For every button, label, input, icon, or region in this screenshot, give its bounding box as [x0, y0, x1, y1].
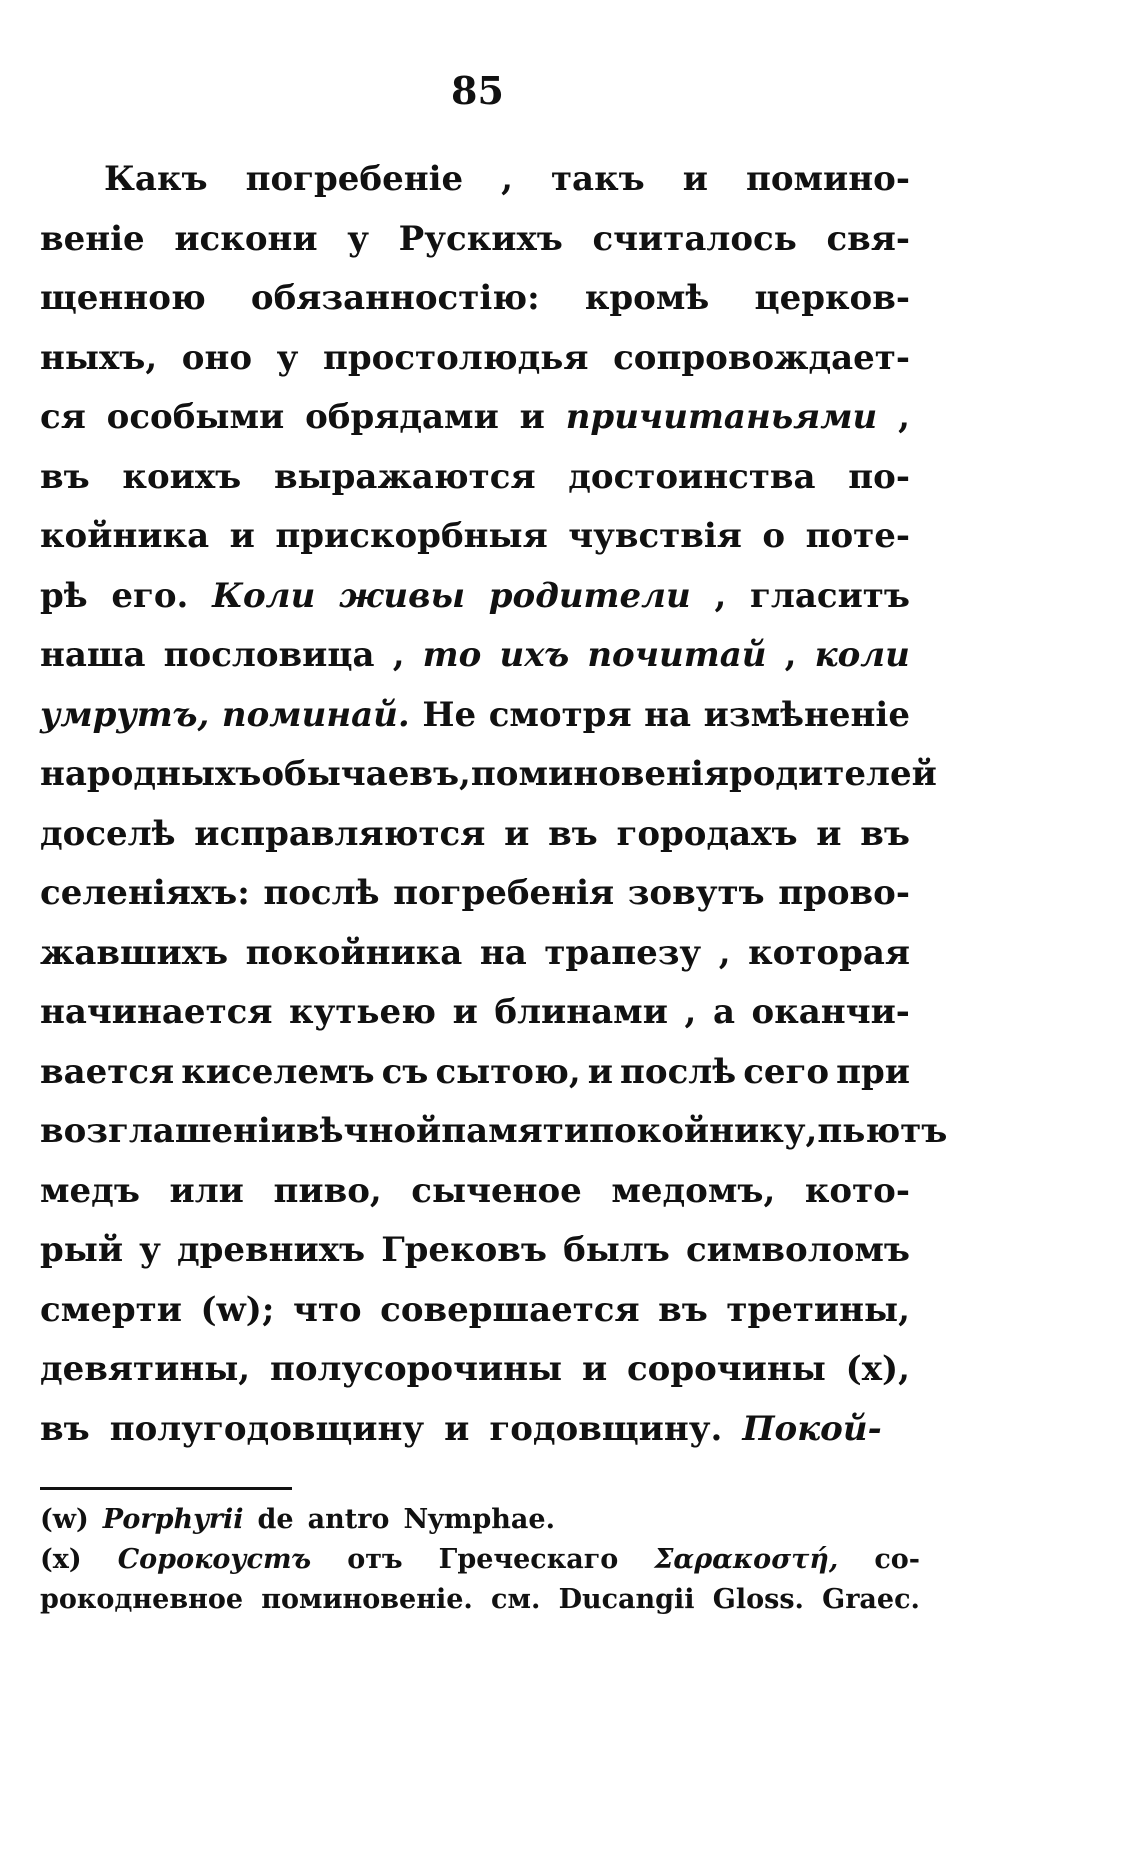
word: покойника	[245, 932, 463, 973]
word: ныхъ,	[40, 337, 158, 378]
word: простолюдья	[323, 337, 589, 378]
word: послѣ	[620, 1051, 737, 1092]
word: кото-	[804, 1170, 910, 1211]
word: родители	[488, 575, 691, 616]
word: народныхъ	[40, 754, 262, 794]
word: въ	[860, 813, 910, 854]
word: живы	[339, 575, 466, 616]
text-line	[40, 567, 910, 627]
footnote-line	[40, 1580, 920, 1620]
word: вѣчной	[296, 1111, 442, 1151]
word: что	[292, 1289, 362, 1330]
word: (x),	[845, 1349, 910, 1389]
word: кромѣ	[584, 278, 710, 318]
word: у	[139, 1230, 161, 1270]
word: Какъ	[104, 159, 208, 199]
word: медъ	[40, 1170, 140, 1211]
word: по-	[848, 456, 910, 497]
word: въ	[548, 813, 598, 854]
text-line	[40, 448, 910, 508]
footnote-word: de	[257, 1504, 294, 1535]
word: церков-	[754, 278, 910, 318]
text-line	[40, 1102, 948, 1162]
text-line	[40, 626, 910, 686]
word: сытою,	[435, 1051, 581, 1092]
footnote-word: antro	[307, 1504, 390, 1535]
text-line	[40, 983, 910, 1043]
text-line	[40, 1400, 910, 1460]
word: гласитъ	[750, 575, 910, 616]
word: годовщину.	[489, 1408, 723, 1449]
word: полусорочины	[269, 1349, 563, 1389]
word: коли	[814, 635, 910, 675]
word: рѣ	[40, 575, 88, 616]
word: сего	[743, 1051, 830, 1092]
text-line	[40, 388, 910, 448]
word: исправляются	[194, 813, 486, 854]
footnote-word: (x)	[40, 1544, 82, 1575]
word: или	[169, 1170, 244, 1211]
word: ,	[501, 159, 513, 199]
word: такъ	[550, 159, 645, 199]
word: Рускихъ	[398, 218, 563, 259]
word: обычаевъ,	[261, 754, 471, 794]
word: третины,	[726, 1289, 910, 1330]
footnote-word: Gloss.	[712, 1584, 804, 1615]
word: доселѣ	[40, 813, 176, 854]
word: пословица	[163, 635, 375, 675]
footnote-line	[40, 1540, 920, 1580]
word: памяти	[441, 1111, 590, 1151]
word: родителей	[728, 754, 937, 794]
word: искони	[174, 218, 318, 259]
word: умрутъ,	[40, 694, 210, 735]
word: ,	[784, 635, 797, 675]
main-text	[40, 150, 948, 1459]
word: въ	[40, 1408, 90, 1449]
word: измѣненіе	[703, 694, 910, 735]
word: Коли	[212, 575, 316, 616]
word: о	[762, 516, 786, 556]
word: у	[276, 337, 299, 378]
text-line	[40, 507, 910, 567]
footnote-word: Сорокоустъ	[117, 1544, 312, 1575]
word: выражаются	[273, 456, 536, 497]
word: ,	[714, 575, 727, 616]
word: обязанностію:	[250, 278, 540, 318]
text-line	[40, 1043, 910, 1103]
word: Грековъ	[381, 1230, 548, 1270]
word: то	[422, 635, 482, 675]
word: пьютъ	[817, 1111, 948, 1151]
word: ,	[392, 635, 405, 675]
word: и	[444, 1408, 470, 1449]
footnotes	[40, 1500, 920, 1620]
word: символомъ	[685, 1230, 910, 1270]
word: смерти	[40, 1289, 182, 1330]
word: девятины,	[40, 1349, 251, 1389]
word: блинами	[494, 992, 668, 1032]
word: поминовенія	[470, 754, 729, 794]
footnote-line	[40, 1500, 920, 1540]
word: пиво,	[273, 1170, 382, 1211]
word: ихъ	[499, 635, 570, 675]
word: чувствія	[568, 516, 742, 556]
word: сыченое	[411, 1170, 582, 1211]
word: которая	[748, 932, 910, 973]
footnote-word: Nymphae.	[403, 1504, 555, 1535]
word: жавшихъ	[40, 932, 229, 973]
word: кутьею	[289, 992, 437, 1032]
page-number-text: 85	[451, 68, 504, 113]
word: былъ	[563, 1230, 670, 1270]
word: прово-	[778, 873, 910, 913]
text-line	[40, 864, 910, 924]
word: послѣ	[263, 873, 380, 913]
word: вается	[40, 1051, 175, 1092]
word: ,	[718, 932, 731, 973]
word: его.	[111, 575, 189, 616]
text-line	[40, 210, 910, 270]
word: начинается	[40, 992, 273, 1032]
footnote-word: Porphyrii	[102, 1504, 244, 1535]
word: достоинства	[568, 456, 816, 497]
word: поминай.	[221, 694, 410, 735]
word: наша	[40, 635, 146, 675]
word: и	[519, 397, 545, 437]
footnote-word: Graec.	[822, 1584, 920, 1615]
word: рый	[40, 1230, 124, 1270]
text-line	[40, 805, 910, 865]
word: на	[644, 694, 692, 735]
word: ,	[898, 397, 910, 437]
word: причитаньями	[565, 397, 878, 437]
word: киселемъ	[181, 1051, 375, 1092]
word: на	[479, 932, 527, 973]
word: селеніяхъ:	[40, 873, 250, 913]
word: совершается	[380, 1289, 640, 1330]
word: Не	[422, 694, 477, 735]
footnote-separator	[40, 1487, 292, 1490]
word: сопровождает-	[613, 337, 910, 378]
word: оно	[181, 337, 253, 378]
word: и	[816, 813, 842, 854]
text-line	[40, 1162, 910, 1222]
word: древнихъ	[176, 1230, 366, 1270]
word: помино-	[745, 159, 910, 199]
word: поте-	[805, 516, 910, 556]
word: оканчи-	[751, 992, 910, 1032]
word: смотря	[488, 694, 632, 735]
page-number	[0, 68, 1140, 113]
word: городахъ	[616, 813, 798, 854]
footnote-word: (w)	[40, 1504, 89, 1535]
word: (w);	[200, 1289, 275, 1330]
footnote-word: отъ	[347, 1544, 403, 1575]
word: въ	[40, 456, 90, 497]
footnote-word: Ducangii	[558, 1584, 695, 1615]
text-line	[40, 1340, 910, 1400]
word: ,	[684, 992, 697, 1032]
text-line	[40, 686, 910, 746]
word: прискорбныя	[275, 516, 548, 556]
word: веніе	[40, 218, 145, 259]
word: коихъ	[122, 456, 242, 497]
word: медомъ,	[611, 1170, 776, 1211]
word: у	[347, 218, 370, 259]
footnote-word: со-	[874, 1544, 920, 1575]
word: особыми	[106, 397, 285, 437]
word: и	[504, 813, 530, 854]
word: обрядами	[305, 397, 499, 437]
footnote-word: Греческаго	[438, 1544, 619, 1575]
word: при	[836, 1051, 910, 1092]
word: съ	[381, 1051, 429, 1092]
text-line	[40, 269, 910, 329]
word: трапезу	[544, 932, 702, 973]
word: и	[452, 992, 478, 1032]
footnote-word: см.	[491, 1584, 541, 1615]
word: щенною	[40, 278, 206, 318]
word: почитай	[587, 635, 767, 675]
text-line	[40, 1221, 910, 1281]
word: сорочины	[626, 1349, 826, 1389]
text-line	[40, 924, 910, 984]
footnote-word: рокодневное	[40, 1584, 244, 1615]
footnote-word: поминовеніе.	[261, 1584, 473, 1615]
word: погребенія	[393, 873, 615, 913]
word: и	[587, 1051, 613, 1092]
word: и	[581, 1349, 608, 1389]
word: и	[229, 516, 255, 556]
word: зовутъ	[627, 873, 765, 913]
word: погребеніе	[245, 159, 464, 199]
word: покойнику,	[589, 1111, 818, 1151]
word: полугодовщину	[109, 1408, 425, 1449]
text-line	[40, 745, 937, 805]
word: ся	[40, 397, 86, 437]
text-line	[40, 329, 910, 389]
word: Покой-	[742, 1408, 882, 1449]
text-line	[40, 150, 910, 210]
text-line	[40, 1281, 910, 1341]
word: возглашеніи	[40, 1111, 297, 1151]
word: считалось	[592, 218, 797, 259]
footnote-word: Σαρακοστή,	[654, 1544, 839, 1575]
word: въ	[658, 1289, 708, 1330]
word: свя-	[826, 218, 910, 259]
word: а	[712, 992, 735, 1032]
word: койника	[40, 516, 210, 556]
word: и	[682, 159, 708, 199]
